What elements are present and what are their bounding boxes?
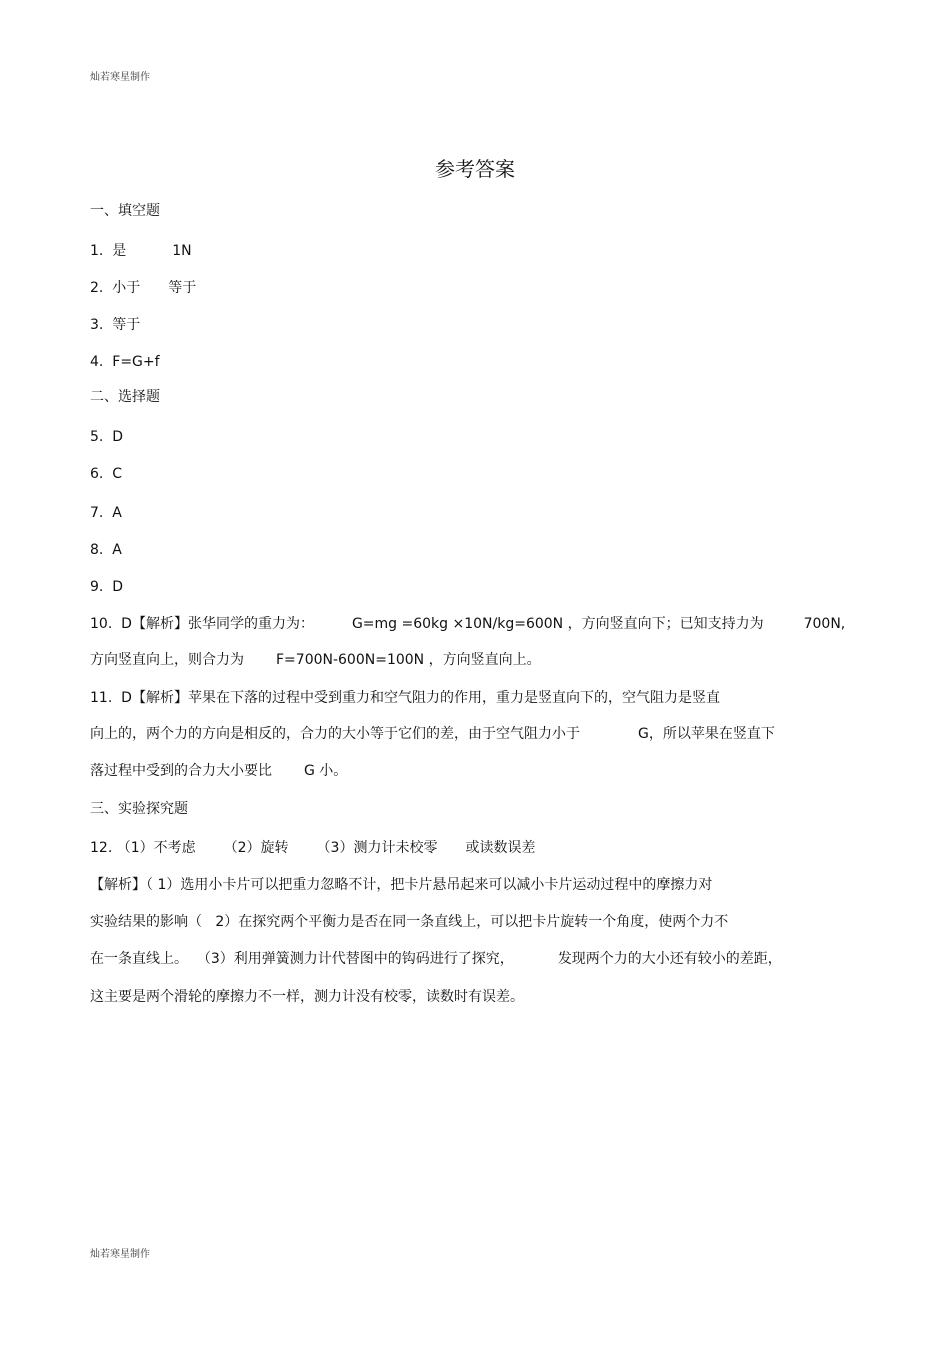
answer-11-line-1: 11. D【解析】苹果在下落的过程中受到重力和空气阻力的作用，重力是竖直向下的，空气阻力是竖直 xyxy=(90,690,720,706)
answer-11-line-3 xyxy=(90,762,347,780)
answer-number: 2. xyxy=(90,280,104,296)
answer-value: D xyxy=(112,579,124,595)
text-segment: （2）旋转 xyxy=(223,840,289,856)
answer-5 xyxy=(90,428,123,446)
answer-value: 等于 xyxy=(168,280,197,296)
answer-value: 是 xyxy=(112,243,127,259)
text-segment: F=700N-600N=100N ，方向竖直向上。 xyxy=(276,652,541,668)
page-title: 参考答案 xyxy=(435,157,515,181)
answer-6 xyxy=(90,465,122,483)
answer-12-line-1 xyxy=(90,839,535,857)
answer-12-line-3: 实验结果的影响（ 2）在探究两个平衡力是否在同一条直线上，可以把卡片旋转一个角度，使两个力不 xyxy=(90,914,729,930)
answer-number: 8. xyxy=(90,542,104,558)
section-heading-experiment: 三、实验探究题 xyxy=(90,801,188,817)
page-header: 灿若寒星制作 xyxy=(90,72,150,83)
page-footer: 灿若寒星制作 xyxy=(90,1249,150,1260)
text-segment: G 小。 xyxy=(304,763,348,779)
text-segment: 方向竖直向上，则合力为 xyxy=(90,652,244,668)
text-segment: 10. D【解析】张华同学的重力为： xyxy=(90,616,314,632)
answer-value: C xyxy=(112,466,123,482)
answer-2 xyxy=(90,279,196,297)
answer-7 xyxy=(90,504,122,522)
answer-value: A xyxy=(112,505,122,521)
text-segment: 或读数误差 xyxy=(465,840,536,856)
answer-value: 1N xyxy=(172,243,192,259)
answer-8 xyxy=(90,541,122,559)
text-segment: 700N, xyxy=(803,616,846,632)
text-segment: G=mg =60kg ×10N/kg=600N ，方向竖直向下；已知支持力为 xyxy=(351,616,764,632)
text-segment: 落过程中受到的合力大小要比 xyxy=(90,763,272,779)
answer-9 xyxy=(90,578,123,596)
text-segment: G，所以苹果在竖直下 xyxy=(638,726,775,742)
answer-12-line-4 xyxy=(90,950,782,968)
answer-4 xyxy=(90,353,160,371)
answer-number: 1. xyxy=(90,243,104,259)
answer-12-line-2: 【解析】（ 1）选用小卡片可以把重力忽略不计，把卡片悬吊起来可以减小卡片运动过程中的摩擦力对 xyxy=(90,877,713,893)
answer-number: 3. xyxy=(90,317,104,333)
answer-value: 小于 xyxy=(112,280,141,296)
text-segment: （3）测力计未校零 xyxy=(316,840,438,856)
section-heading-choice: 二、选择题 xyxy=(90,389,160,405)
answer-12-line-5: 这主要是两个滑轮的摩擦力不一样，测力计没有校零，读数时有误差。 xyxy=(90,989,524,1005)
answer-1 xyxy=(90,242,192,260)
answer-value: D xyxy=(112,429,124,445)
section-heading-fill: 一、填空题 xyxy=(90,203,160,219)
answer-number: 6. xyxy=(90,466,104,482)
answer-value: A xyxy=(112,542,122,558)
answer-number: 4. xyxy=(90,354,104,370)
answer-value: 等于 xyxy=(112,317,141,333)
text-segment: 发现两个力的大小还有较小的差距， xyxy=(557,951,782,967)
answer-number: 9. xyxy=(90,579,104,595)
answer-10-line-2 xyxy=(90,651,541,669)
answer-11-line-2 xyxy=(90,725,775,743)
answer-number: 7. xyxy=(90,505,104,521)
answer-10-line-1 xyxy=(90,615,845,633)
answer-number: 5. xyxy=(90,429,104,445)
answer-3 xyxy=(90,316,140,334)
text-segment: 向上的，两个力的方向是相反的，合力的大小等于它们的差，由于空气阻力小于 xyxy=(90,726,580,742)
text-segment: 12. （1）不考虑 xyxy=(90,840,196,856)
answer-value: F=G+f xyxy=(112,354,160,370)
text-segment: 在一条直线上。 （3）利用弹簧测力计代替图中的钩码进行了探究， xyxy=(90,951,514,967)
